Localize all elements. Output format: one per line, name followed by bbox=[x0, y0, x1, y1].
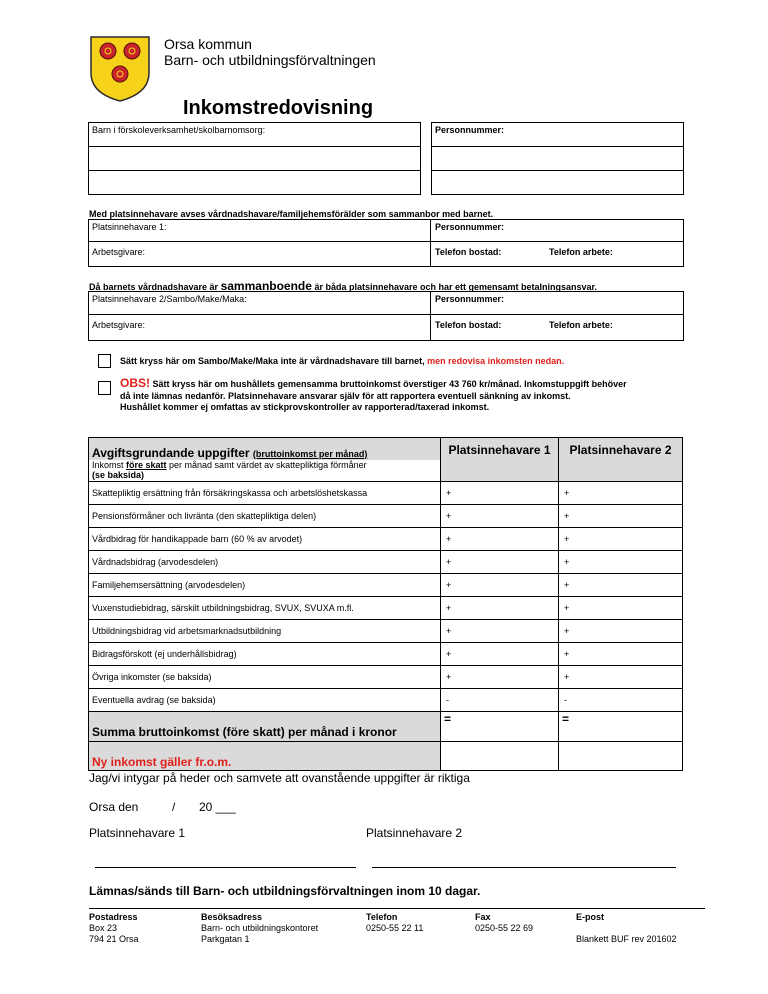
income-row bbox=[89, 482, 683, 505]
guardian2-phone-home-label: Telefon bostad: bbox=[435, 320, 502, 330]
sum-cell-1[interactable]: = bbox=[441, 712, 559, 742]
income-row-label: Vårdbidrag för handikappade barn (60 % av arvodet) bbox=[89, 528, 441, 551]
visit-line1: Barn- och utbildningskontoret bbox=[201, 923, 319, 933]
guardian2-name-field[interactable] bbox=[88, 291, 431, 315]
high-income-checkbox[interactable] bbox=[98, 381, 111, 395]
income-cell-1[interactable]: + bbox=[441, 643, 559, 666]
org-name: Orsa kommun bbox=[164, 36, 252, 52]
footer-fax bbox=[475, 912, 533, 934]
income-cell-1[interactable]: + bbox=[441, 597, 559, 620]
child-name-field-3[interactable] bbox=[88, 170, 421, 195]
new-income-date-2[interactable] bbox=[559, 742, 683, 771]
income-row bbox=[89, 620, 683, 643]
sum-cell-2[interactable]: = bbox=[559, 712, 683, 742]
income-cell-1[interactable]: + bbox=[441, 505, 559, 528]
child-pnr-label: Personnummer: bbox=[435, 125, 505, 135]
guardian2-employer-label: Arbetsgivare: bbox=[92, 320, 146, 330]
email-heading: E-post bbox=[576, 912, 604, 922]
date-slash: / bbox=[172, 800, 176, 814]
page-title: Inkomstredovisning bbox=[183, 97, 374, 119]
income-row bbox=[89, 551, 683, 574]
guardian1-intro: Med platsinnehavare avses vårdnadshavare/familjehemsförälder som sammanbor med barnet. bbox=[89, 209, 494, 219]
income-row bbox=[89, 505, 683, 528]
footer-visit bbox=[201, 912, 318, 945]
new-income-row bbox=[89, 742, 683, 771]
income-subheading: Inkomst före skatt per månad samt värdet av skattepliktiga förmåner (se baksida) bbox=[89, 460, 441, 482]
form-id: Blankett BUF rev 201602 bbox=[576, 934, 677, 944]
income-cell-1[interactable]: + bbox=[441, 551, 559, 574]
fax-heading: Fax bbox=[475, 912, 491, 922]
income-cell-1[interactable]: - bbox=[441, 689, 559, 712]
footer-phone bbox=[366, 912, 423, 934]
department-name: Barn- och utbildningsförvaltningen bbox=[164, 52, 376, 68]
obs-label: OBS! bbox=[120, 376, 150, 390]
sum-label: Summa bruttoinkomst (före skatt) per månad i kronor bbox=[89, 712, 441, 742]
income-cell-2[interactable]: + bbox=[559, 574, 683, 597]
income-table bbox=[88, 437, 683, 771]
income-cell-2[interactable]: + bbox=[559, 482, 683, 505]
guardian1-employer-field[interactable] bbox=[88, 241, 431, 267]
guardian2-pnr-field[interactable] bbox=[430, 291, 684, 315]
visit-line2: Parkgatan 1 bbox=[201, 934, 250, 944]
income-row bbox=[89, 528, 683, 551]
child-name-field-2[interactable] bbox=[88, 146, 421, 171]
income-row-label: Pensionsförmåner och livränta (den skattepliktiga delen) bbox=[89, 505, 441, 528]
signature2-line[interactable] bbox=[372, 867, 676, 868]
income-row-label: Familjehemsersättning (arvodesdelen) bbox=[89, 574, 441, 597]
income-cell-1[interactable]: + bbox=[441, 620, 559, 643]
guardian2-phone-field[interactable] bbox=[430, 314, 684, 341]
income-row bbox=[89, 574, 683, 597]
child-name-field[interactable] bbox=[88, 122, 421, 147]
income-row bbox=[89, 597, 683, 620]
high-income-text-line2: då inte lämnas nedanför. Platsinnehavare ansvarar själv för att rapportera eventuell sänkning av inkomst. bbox=[120, 391, 571, 401]
income-heading-note: (bruttoinkomst per månad) bbox=[252, 448, 368, 459]
sum-row bbox=[89, 712, 683, 742]
not-guardian-checkbox[interactable] bbox=[98, 354, 111, 368]
year-field[interactable]: 20 ___ bbox=[199, 800, 236, 814]
footer-email bbox=[576, 912, 677, 945]
income-cell-1[interactable]: + bbox=[441, 666, 559, 689]
guardian1-name-label: Platsinnehavare 1: bbox=[92, 222, 167, 232]
income-cell-2[interactable]: + bbox=[559, 505, 683, 528]
income-row-label: Utbildningsbidrag vid arbetsmarknadsutbildning bbox=[89, 620, 441, 643]
child-pnr-field[interactable] bbox=[431, 122, 684, 147]
income-heading: Avgiftsgrundande uppgifter (bruttoinkomst per månad) bbox=[89, 438, 441, 460]
guardian1-name-field[interactable] bbox=[88, 219, 431, 242]
not-guardian-text: Sätt kryss här om Sambo/Make/Maka inte är vårdnadshavare till barnet, men redovisa inkomsten nedan. bbox=[120, 356, 565, 366]
col-header-1: Platsinnehavare 1 bbox=[441, 438, 559, 482]
orsa-coat-of-arms-logo bbox=[89, 35, 151, 103]
income-cell-2[interactable]: + bbox=[559, 643, 683, 666]
guardian1-phone-work-label: Telefon arbete: bbox=[549, 247, 613, 257]
income-row bbox=[89, 666, 683, 689]
signature1-line[interactable] bbox=[95, 867, 356, 868]
income-cell-1[interactable]: + bbox=[441, 482, 559, 505]
guardian1-pnr-label: Personnummer: bbox=[435, 222, 505, 232]
signature1-label: Platsinnehavare 1 bbox=[89, 826, 186, 840]
income-row-label: Vårdnadsbidrag (arvodesdelen) bbox=[89, 551, 441, 574]
guardian1-pnr-field[interactable] bbox=[430, 219, 684, 242]
child-name-label: Barn i förskoleverksamhet/skolbarnomsorg: bbox=[92, 125, 266, 135]
guardian1-employer-label: Arbetsgivare: bbox=[92, 247, 146, 257]
income-row-label: Eventuella avdrag (se baksida) bbox=[89, 689, 441, 712]
guardian2-pnr-label: Personnummer: bbox=[435, 294, 505, 304]
guardian2-employer-field[interactable] bbox=[88, 314, 431, 341]
income-cell-2[interactable]: + bbox=[559, 551, 683, 574]
high-income-text-line3: Hushållet kommer ej omfattas av stickprovskontroller av rapporterad/taxerad inkomst. bbox=[120, 402, 490, 412]
postal-heading: Postadress bbox=[89, 912, 138, 922]
postal-line2: 794 21 Orsa bbox=[89, 934, 139, 944]
visit-heading: Besöksadress bbox=[201, 912, 263, 922]
income-row-label: Skattepliktig ersättning från försäkringskassa och arbetslöshetskassa bbox=[89, 482, 441, 505]
guardian2-name-label: Platsinnehavare 2/Sambo/Make/Maka: bbox=[92, 294, 247, 304]
fax-line1: 0250-55 22 69 bbox=[475, 923, 534, 933]
postal-line1: Box 23 bbox=[89, 923, 118, 933]
new-income-label: Ny inkomst gäller fr.o.m. bbox=[89, 742, 441, 771]
income-table-header bbox=[89, 438, 683, 460]
declaration-text: Jag/vi intygar på heder och samvete att ovanstående uppgifter är riktiga bbox=[89, 771, 470, 785]
new-income-date-1[interactable] bbox=[441, 742, 559, 771]
income-cell-2[interactable]: - bbox=[559, 689, 683, 712]
income-row-label: Vuxenstudiebidrag, särskilt utbildningsbidrag, SVUX, SVUXA m.fl. bbox=[89, 597, 441, 620]
phone-heading: Telefon bbox=[366, 912, 398, 922]
income-row-label: Övriga inkomster (se baksida) bbox=[89, 666, 441, 689]
signature2-label: Platsinnehavare 2 bbox=[366, 826, 463, 840]
income-row bbox=[89, 643, 683, 666]
guardian2-phone-work-label: Telefon arbete: bbox=[549, 320, 613, 330]
income-row-label: Bidragsförskott (ej underhållsbidrag) bbox=[89, 643, 441, 666]
high-income-text: OBS! Sätt kryss här om hushållets gemensamma bruttoinkomst överstiger 43 760 kr/månad. Inkomstuppgift behöver bbox=[120, 376, 627, 390]
guardian2-intro: Då barnets vårdnadshavare är sammanboende är båda platsinnehavare och har ett gemensamt betalningsansvar. bbox=[89, 279, 598, 293]
footer-postal bbox=[89, 912, 139, 945]
income-cell-2[interactable]: + bbox=[559, 666, 683, 689]
place-label: Orsa den bbox=[89, 800, 139, 814]
guardian1-phone-field[interactable] bbox=[430, 241, 684, 267]
income-cell-1[interactable]: + bbox=[441, 574, 559, 597]
child-pnr-field-2[interactable] bbox=[431, 146, 684, 171]
income-cell-1[interactable]: + bbox=[441, 528, 559, 551]
guardian1-phone-home-label: Telefon bostad: bbox=[435, 247, 502, 257]
col-header-2: Platsinnehavare 2 bbox=[559, 438, 683, 482]
phone-line1: 0250-55 22 11 bbox=[366, 923, 424, 933]
submit-note: Lämnas/sänds till Barn- och utbildningsförvaltningen inom 10 dagar. bbox=[89, 884, 481, 898]
income-cell-2[interactable]: + bbox=[559, 620, 683, 643]
guardian2-intro-emphasis: sammanboende bbox=[220, 279, 312, 293]
income-row bbox=[89, 689, 683, 712]
income-cell-2[interactable]: + bbox=[559, 597, 683, 620]
footer-divider bbox=[89, 908, 705, 909]
child-pnr-field-3[interactable] bbox=[431, 170, 684, 195]
income-cell-2[interactable]: + bbox=[559, 528, 683, 551]
not-guardian-note-red: men redovisa inkomsten nedan. bbox=[427, 356, 565, 366]
